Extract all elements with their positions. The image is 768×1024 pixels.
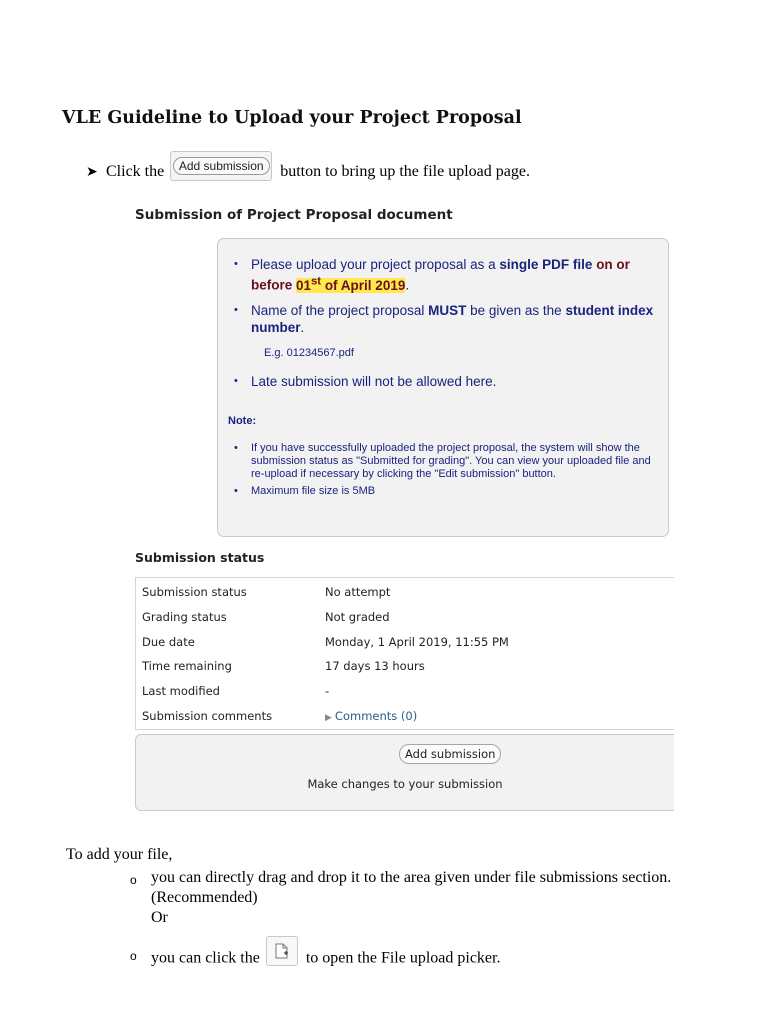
option-file-picker [130,944,550,968]
submission-action-box [135,734,674,811]
row-value: No attempt [325,584,391,599]
info-period: . [405,277,410,293]
note-label: Note: [228,415,257,427]
step1-after: button to bring up the file upload page. [280,163,530,180]
add-submission-button[interactable]: Add submission [399,744,501,764]
row-label: Grading status [142,609,227,624]
info-bold: single PDF file [499,257,593,272]
info-text: • Late submission will not be allowed here. [251,374,497,389]
row-label: Submission comments [142,708,273,723]
row-value: Monday, 1 April 2019, 11:55 PM [325,634,509,649]
option-or: Or [151,909,168,926]
table-row [136,604,674,629]
page-title: VLE Guideline to Upload your Project Proposal [62,108,522,128]
row-value: 17 days 13 hours [325,658,425,673]
info-text: Please upload your project proposal as a [251,257,500,272]
row-label: Time remaining [142,658,232,673]
add-file-icon [266,936,298,966]
to-add-intro: To add your file, [66,846,173,863]
step1-before: Click the [106,163,165,180]
deadline-highlight [296,275,406,293]
circle-bullet: o [130,949,137,963]
option2-after: to open the File upload picker. [305,949,501,967]
deadline-suffix: st [311,275,322,287]
info-item-late [234,373,654,390]
submission-heading: Submission of Project Proposal document [135,207,453,223]
row-value: - [325,683,330,698]
info-bold: student index number [251,303,654,335]
arrow-bullet: ➤ [86,164,98,180]
note-text: • Maximum file size is 5MB [251,485,376,497]
info-item-deadline [234,256,654,294]
info-box [217,238,669,537]
status-heading: Submission status [135,550,265,565]
row-value: Not graded [325,609,390,624]
option2-text [151,944,500,974]
deadline-day: 01 [296,277,312,293]
comments-label: Comments (0) [334,708,418,723]
submission-status-table [135,577,674,730]
table-row [136,703,674,728]
step-click-add-submission [86,152,530,192]
table-row [136,678,674,703]
row-label: Submission status [142,584,247,599]
add-submission-label: Add submission [173,157,270,175]
add-submission-button-image [170,151,272,181]
row-label: Last modified [142,683,220,698]
triangle-right-icon: ▶ [325,712,332,723]
comments-toggle[interactable] [325,709,417,723]
info-item-naming [234,302,654,336]
option-drag-drop [130,868,750,930]
info-period: . [300,320,305,335]
info-text: Name of the project proposal [251,303,429,318]
note-item-status [234,442,654,481]
option1-recommended: (Recommended) [151,889,258,906]
deadline-month: of April 2019 [321,277,406,293]
table-row [136,579,674,604]
info-bold: MUST [428,303,467,318]
note-text: • If you have successfully uploaded the project proposal, the system will show the submission status as "Submitted for grading". You can view your uploaded file and re-upload if necessary by clicking the "Edit submission" button. [251,442,651,480]
table-row [136,629,674,654]
table-row [136,653,674,678]
circle-bullet: o [130,873,137,887]
option2-before: you can click the [151,949,260,967]
make-changes-caption: Make changes to your submission [307,777,503,791]
option1-text: you can directly drag and drop it to the area given under file submissions section. [151,869,672,886]
filename-example: E.g. 01234567.pdf [264,347,354,359]
row-label: Due date [142,634,195,649]
info-text: be given as the [466,303,566,318]
note-item-size [234,485,654,498]
info-emph: on or before [251,257,630,293]
